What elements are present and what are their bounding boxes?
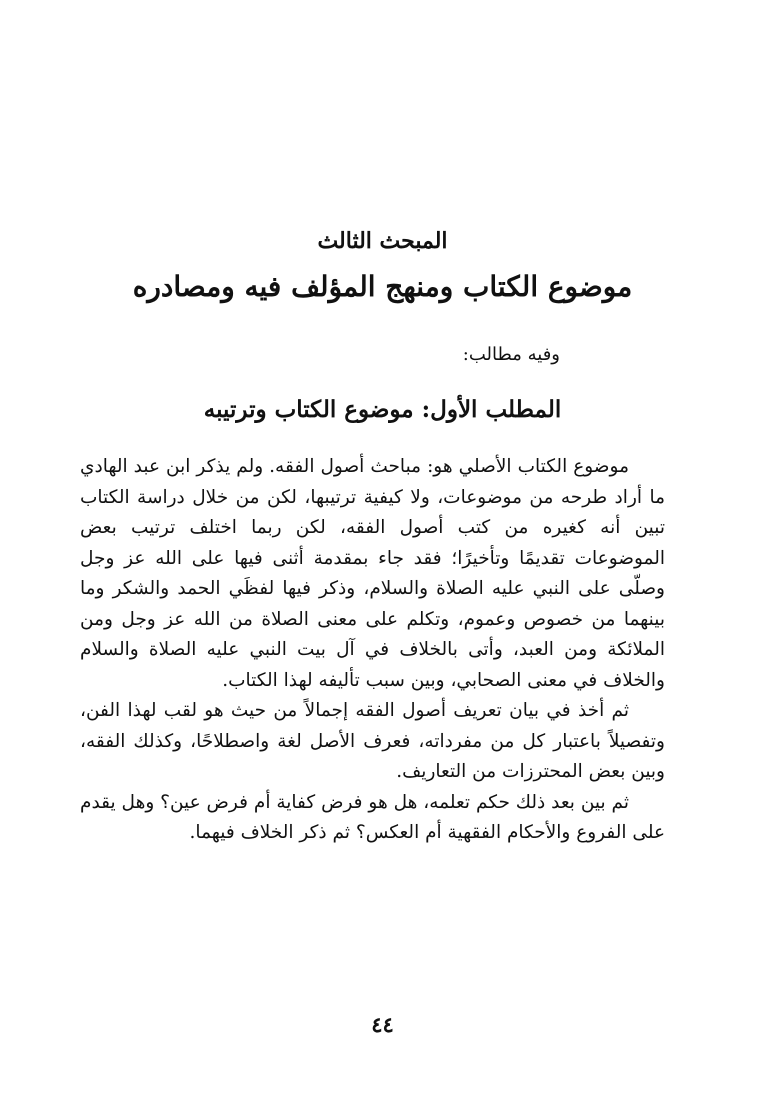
section-label: المبحث الثالث — [317, 228, 448, 254]
page-number: ٤٤ — [371, 1012, 394, 1037]
body-text — [80, 452, 665, 849]
section-title: موضوع الكتاب ومنهج المؤلف فيه ومصادره — [132, 270, 633, 303]
intro-text: وفيه مطالب: — [462, 344, 560, 365]
paragraph-2: ثم أخذ في بيان تعريف أصول الفقه إجمالاً من حيث هو لقب لهذا الفن، وتفصيلاً باعتبار كل من مفرداته، فعرف الأصل لغة واصطلاحًا، وكذلك الفقه، وبين بعض المحترزات من التعاريف. — [80, 700, 665, 782]
subsection-title: المطلب الأول: موضوع الكتاب وترتيبه — [203, 396, 562, 423]
paragraph-1: موضوع الكتاب الأصلي هو: مباحث أصول الفقه. ولم يذكر ابن عبد الهادي ما أراد طرحه من موضوعات، ولا كيفية ترتيبها، لكن من خلال دراسة الكتاب تبين أنه كغيره من كتب أصول الفقه، لكن ربما اختلف ترتيب بعض الموضوعات تقديمًا وتأخيرًا؛ فقد جاء بمقدمة أثنى فيها على الله عز وجل وصلّى على النبي عليه الصلاة والسلام، وذكر فيها لفظَي الحمد والشكر وما بينهما من خصوص وعموم، وتكلم على معنى الصلاة من الله عز وجل ومن الملائكة ومن العبد، وأتى بالخلاف في آل بيت النبي عليه الصلاة والسلام والخلاف في معنى الصحابي، وبين سبب تأليفه لهذا الكتاب. — [80, 456, 665, 691]
paragraph-3: ثم بين بعد ذلك حكم تعلمه، هل هو فرض كفاية أم فرض عين؟ وهل يقدم على الفروع والأحكام الفقهية أم العكس؟ ثم ذكر الخلاف فيهما. — [80, 791, 665, 843]
